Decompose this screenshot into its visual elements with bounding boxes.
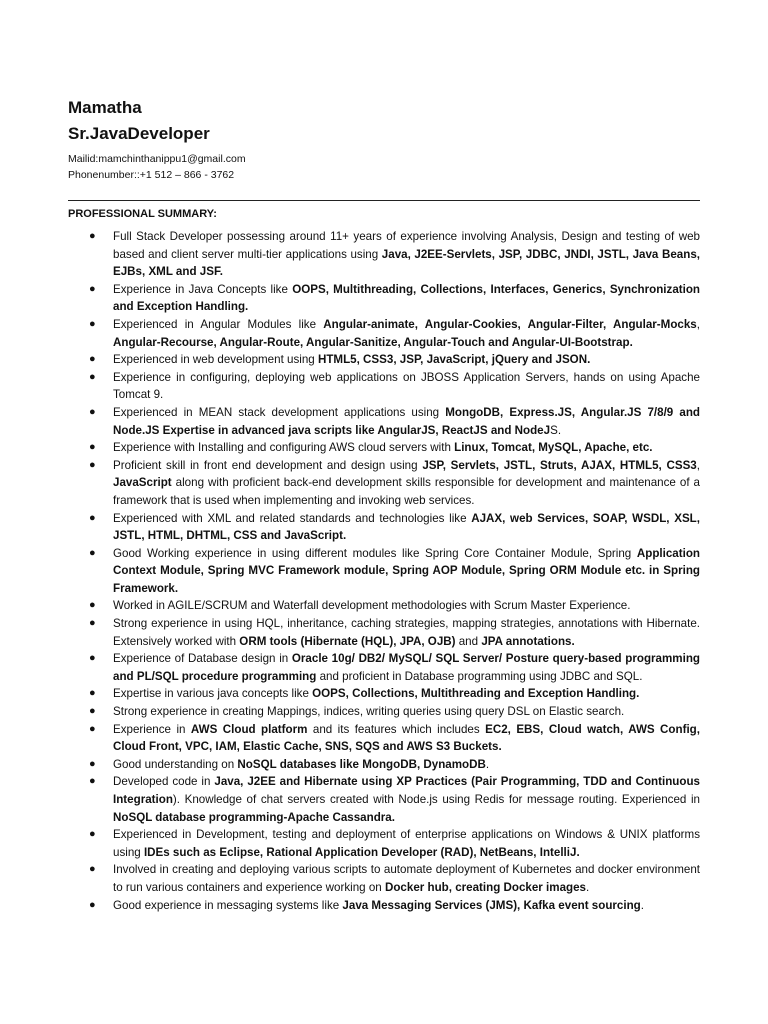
summary-item <box>68 685 700 703</box>
summary-item-bold-text: Linux, Tomcat, MySQL, Apache, etc. <box>454 441 653 455</box>
summary-item <box>68 369 700 404</box>
summary-item-text: and its features which includes <box>307 722 486 736</box>
bullet-icon: ● <box>89 652 96 665</box>
summary-item <box>68 615 700 650</box>
summary-item-bold-text: Oracle 10g/ DB2/ MySQL/ SQL Server/ Posture query-based programming and PL/SQL procedure programming <box>113 652 700 683</box>
summary-item-text: Involved in creating and deploying various scripts to automate deployment of Kubernetes and docker environment to run various containers and experience working on <box>113 863 700 894</box>
summary-item-bold-text: Java, J2EE-Servlets, JSP, JDBC, JNDI, JSTL, Java Beans, EJBs, XML and JSF. <box>113 247 700 279</box>
summary-item-text: Good experience in messaging systems like <box>113 898 343 912</box>
summary-item-bold-text: MongoDB, Express.JS, Angular.JS 7/8/9 and Node.JS Expertise in advanced java scripts like AngularJS, ReactJS and NodeJ <box>113 405 700 437</box>
summary-item-text: Strong experience in using HQL, inheritance, caching strategies, mapping strategies, annotations with Hibernate. Extensively worked with <box>113 617 700 648</box>
summary-item <box>68 703 700 721</box>
summary-item-text: Experience in Java Concepts like <box>113 282 293 296</box>
summary-item-text: Experience of Database design in <box>113 652 292 666</box>
bullet-icon: ● <box>89 775 96 788</box>
summary-item-text: Proficient skill in front end development and design using <box>113 458 423 472</box>
job-title: Sr.JavaDeveloper <box>68 124 210 143</box>
summary-item-bold-text: Angular-animate, Angular-Cookies, Angular-Filter, Angular-Mocks <box>323 317 697 331</box>
summary-item <box>68 897 700 915</box>
summary-item-text: , <box>696 458 700 472</box>
summary-item-text: Good understanding on <box>113 757 238 771</box>
summary-item <box>68 510 700 545</box>
summary-item-text: Strong experience in creating Mappings, indices, writing queries using query DSL on Elastic search. <box>113 705 625 719</box>
summary-item-text: . <box>586 880 590 894</box>
bullet-icon: ● <box>89 863 96 876</box>
summary-item-bold-text: JavaScript <box>113 476 172 490</box>
bullet-icon: ● <box>89 546 96 559</box>
summary-item-bold-text: JPA annotations. <box>481 634 575 648</box>
bullet-icon: ● <box>89 705 96 718</box>
bullet-icon: ● <box>89 722 96 735</box>
summary-item <box>68 404 700 439</box>
summary-item-text: S. <box>550 423 562 437</box>
summary-item-bold-text: ORM tools (Hibernate (HQL), JPA, OJB) <box>239 634 456 648</box>
summary-item-bold-text: NoSQL database programming-Apache Cassandra. <box>113 810 395 824</box>
summary-item-text: and proficient in Database programming using JDBC and SQL. <box>316 669 643 683</box>
summary-item-text: Developed code in <box>113 775 215 789</box>
summary-item <box>68 457 700 510</box>
bullet-icon: ● <box>89 828 96 841</box>
summary-item-text: Worked in AGILE/SCRUM and Waterfall development methodologies with Scrum Master Experience. <box>113 599 631 613</box>
summary-item <box>68 316 700 351</box>
summary-item <box>68 597 700 615</box>
summary-item-bold-text: Java, J2EE and Hibernate using XP Practices (Pair Programming, TDD and Continuous Integration <box>113 775 700 806</box>
bullet-icon: ● <box>89 617 96 630</box>
summary-item-bold-text: HTML5, CSS3, JSP, JavaScript, jQuery and JSON. <box>317 353 591 367</box>
bullet-icon: ● <box>89 230 96 242</box>
summary-item <box>68 650 700 685</box>
summary-item-bold-text: Angular-Recourse, Angular-Route, Angular-Sanitize, Angular-Touch and Angular-UI-Bootstrap. <box>113 335 633 349</box>
summary-item <box>68 756 700 774</box>
bullet-icon: ● <box>89 441 96 454</box>
summary-item-bold-text: Application Context Module, Spring MVC Framework module, Spring AOP Module, Spring ORM Module etc. in Spring Framework. <box>113 546 700 595</box>
summary-item-text: . <box>485 757 490 771</box>
summary-item-text: along with proficient back-end development skills responsible for development and maintenance of a framework that is used when implementing and invoking web services. <box>113 476 700 507</box>
summary-item-bold-text: OOPS, Collections, Multithreading and Exception Handling. <box>312 687 640 701</box>
summary-item-bold-text: Docker hub, creating Docker images <box>384 880 586 894</box>
summary-item-text: Expertise in various java concepts like <box>113 687 313 701</box>
summary-item-text: Experienced in Development, testing and deployment of enterprise applications on Windows & UNIX platforms using <box>113 828 700 859</box>
summary-item <box>68 721 700 756</box>
bullet-icon: ● <box>89 458 96 471</box>
summary-item-text: Full Stack Developer possessing around 11+ years of experience involving Analysis, Design and testing of web based and client server multi-tier applications using <box>113 230 700 261</box>
summary-item <box>68 545 700 598</box>
summary-item-text: Experienced in MEAN stack development applications using <box>113 405 446 419</box>
bullet-icon: ● <box>89 599 96 612</box>
bullet-icon: ● <box>89 282 96 295</box>
summary-item-text: Experienced with XML and related standards and technologies like <box>113 511 472 525</box>
summary-item <box>68 826 700 861</box>
summary-item-text: . <box>640 898 644 912</box>
summary-item-text: Experience in <box>113 722 191 736</box>
summary-item-bold-text: EC2, EBS, Cloud watch, AWS Config, Cloud Front, VPC, IAM, Elastic Cache, SNS, SQS and AWS S3 Buckets. <box>113 722 700 754</box>
summary-item <box>68 861 700 896</box>
summary-item-bold-text: AJAX, web Services, SOAP, WSDL, XSL, JSTL, HTML, DHTML, CSS and JavaScript. <box>113 511 700 543</box>
summary-item-bold-text: AWS Cloud platform <box>190 722 308 736</box>
bullet-icon: ● <box>89 687 96 700</box>
summary-item-text: ). Knowledge of chat servers created with Node.js using Redis for message routing. Experienced in <box>172 793 700 806</box>
section-divider <box>68 200 700 201</box>
summary-item-text: Experienced in web development using <box>113 353 318 367</box>
summary-item-text: Experienced in Angular Modules like <box>113 317 324 331</box>
bullet-icon: ● <box>89 353 96 366</box>
summary-item-text: and <box>455 634 482 648</box>
summary-item-bold-text: NoSQL databases like MongoDB, DynamoDB <box>237 757 486 771</box>
summary-item-text: Experience in configuring, deploying web applications on JBOSS Application Servers, hands on using Apache Tomcat 9. <box>113 370 700 402</box>
bullet-icon: ● <box>89 511 96 524</box>
summary-item <box>68 351 700 369</box>
section-heading-professional-summary: PROFESSIONAL SUMMARY: <box>68 208 217 220</box>
candidate-name: Mamatha <box>68 98 142 117</box>
summary-item-bold-text: Java Messaging Services (JMS), Kafka event sourcing <box>342 898 641 912</box>
summary-item-text: , <box>696 317 700 331</box>
bullet-icon: ● <box>89 898 96 911</box>
bullet-icon: ● <box>89 317 96 330</box>
summary-item-bold-text: OOPS, Multithreading, Collections, Interfaces, Generics, Synchronization and Exception Handling. <box>113 282 701 314</box>
summary-item-bold-text: IDEs such as Eclipse, Rational Application Developer (RAD), NetBeans, IntelliJ. <box>143 845 580 859</box>
summary-item <box>68 281 700 316</box>
bullet-icon: ● <box>89 757 96 770</box>
bullet-icon: ● <box>89 370 96 383</box>
summary-item-bold-text: JSP, Servlets, JSTL, Struts, AJAX, HTML5, CSS3 <box>422 458 697 472</box>
summary-item-text: Good Working experience in using different modules like Spring Core Container Module, Spring <box>113 546 637 560</box>
bullet-icon: ● <box>89 405 96 418</box>
summary-item <box>68 439 700 457</box>
summary-item <box>68 228 700 281</box>
summary-item <box>68 773 700 826</box>
summary-list <box>68 228 700 914</box>
email-line: Mailid:mamchinthanippu1@gmail.com <box>68 153 246 165</box>
phone-line: Phonenumber::+1 512 – 866 - 3762 <box>68 169 235 181</box>
summary-item-text: Experience with Installing and configuring AWS cloud servers with <box>113 441 455 455</box>
